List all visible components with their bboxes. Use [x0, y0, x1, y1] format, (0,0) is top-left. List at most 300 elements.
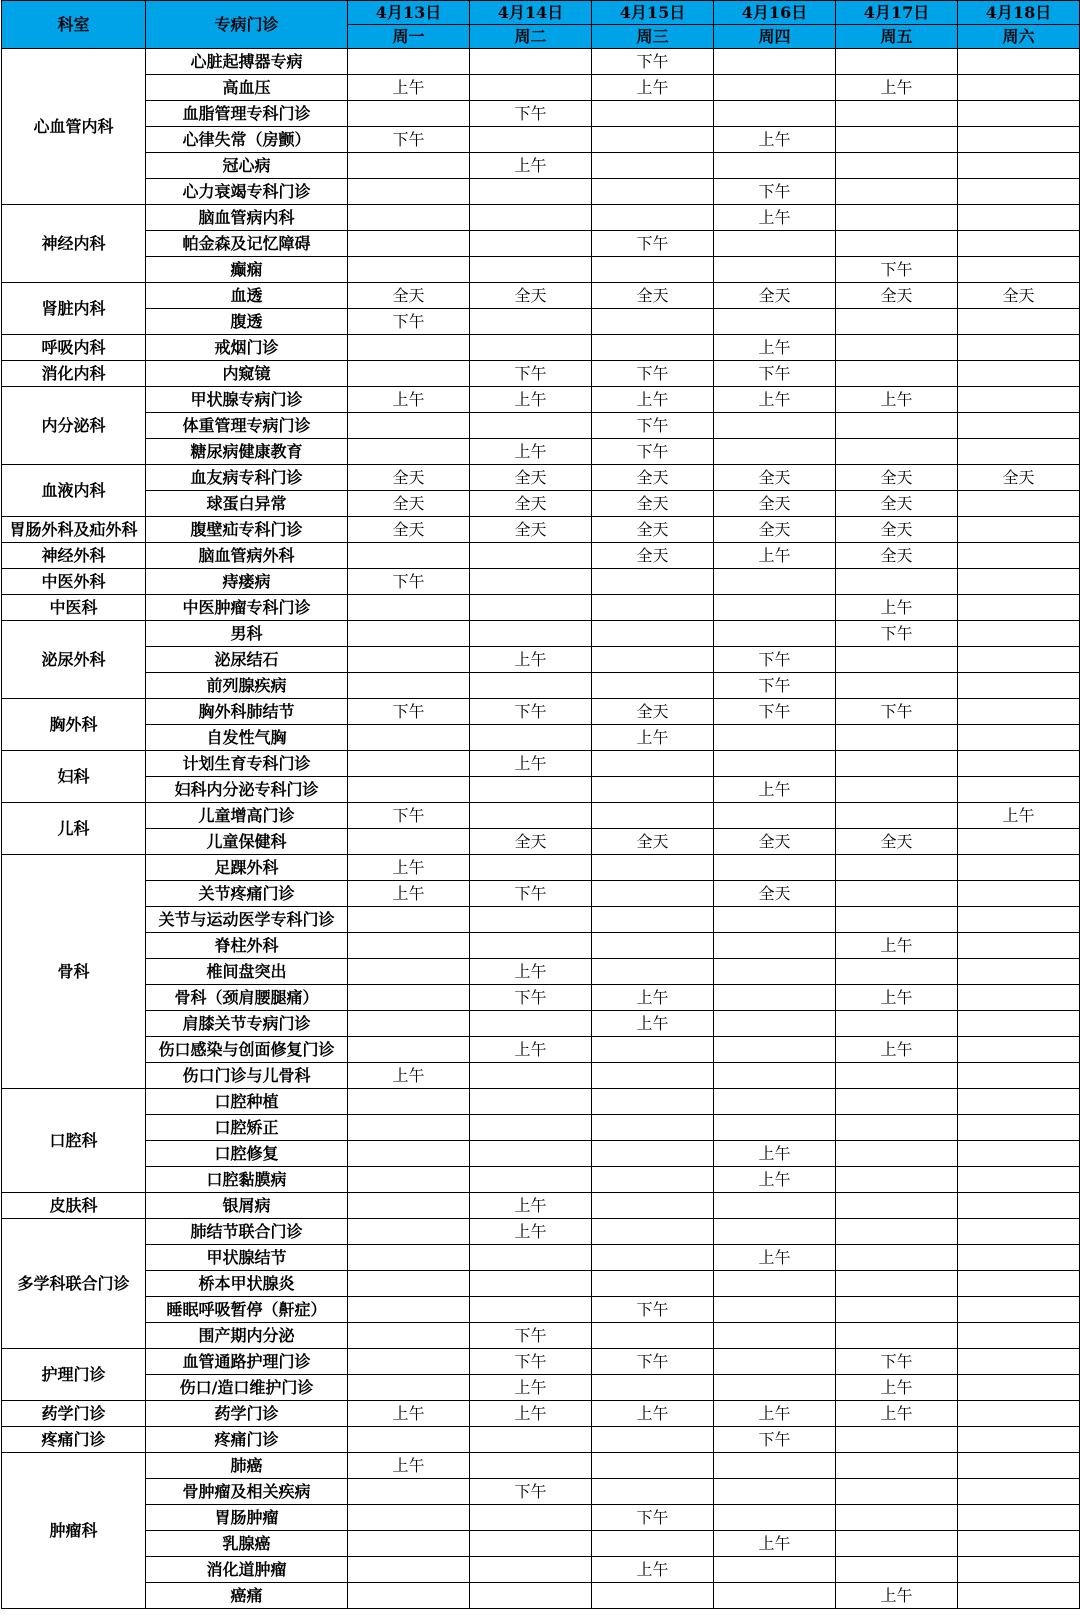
schedule-slot — [836, 1505, 958, 1531]
schedule-slot — [348, 647, 470, 673]
schedule-slot — [958, 1583, 1080, 1609]
schedule-slot — [958, 621, 1080, 647]
schedule-slot — [348, 1141, 470, 1167]
schedule-slot — [592, 1479, 714, 1505]
specialty-cell: 脑血管病外科 — [146, 543, 348, 569]
schedule-slot: 下午 — [348, 127, 470, 153]
schedule-slot: 上午 — [592, 75, 714, 101]
specialty-cell: 血管通路护理门诊 — [146, 1349, 348, 1375]
schedule-slot — [836, 855, 958, 881]
schedule-slot — [836, 751, 958, 777]
schedule-slot: 全天 — [714, 491, 836, 517]
schedule-slot: 下午 — [348, 699, 470, 725]
schedule-slot — [836, 647, 958, 673]
schedule-slot — [836, 127, 958, 153]
schedule-slot — [958, 647, 1080, 673]
specialty-cell: 戒烟门诊 — [146, 335, 348, 361]
header-date: 4月18日 — [958, 1, 1080, 25]
schedule-slot — [592, 1583, 714, 1609]
schedule-slot — [592, 257, 714, 283]
table-body — [2, 49, 1080, 1609]
schedule-slot: 全天 — [836, 491, 958, 517]
specialty-cell: 甲状腺专病门诊 — [146, 387, 348, 413]
schedule-slot — [470, 127, 592, 153]
schedule-slot: 上午 — [592, 985, 714, 1011]
schedule-slot — [592, 127, 714, 153]
schedule-slot — [836, 439, 958, 465]
schedule-slot: 全天 — [348, 465, 470, 491]
schedule-slot — [836, 569, 958, 595]
schedule-slot — [714, 621, 836, 647]
schedule-slot — [470, 1141, 592, 1167]
schedule-slot — [470, 1557, 592, 1583]
schedule-slot: 上午 — [470, 153, 592, 179]
schedule-slot — [592, 1167, 714, 1193]
table-row — [2, 699, 1080, 725]
schedule-slot: 全天 — [836, 517, 958, 543]
table-row — [2, 673, 1080, 699]
schedule-slot — [836, 803, 958, 829]
schedule-slot — [348, 673, 470, 699]
schedule-slot — [348, 1167, 470, 1193]
dept-cell: 儿科 — [2, 803, 146, 855]
schedule-slot — [348, 49, 470, 75]
schedule-slot: 上午 — [470, 387, 592, 413]
schedule-slot: 下午 — [714, 673, 836, 699]
schedule-slot: 下午 — [714, 699, 836, 725]
schedule-slot — [592, 595, 714, 621]
schedule-slot: 下午 — [836, 621, 958, 647]
dept-cell: 内分泌科 — [2, 387, 146, 465]
schedule-slot — [958, 881, 1080, 907]
specialty-cell: 痔瘘病 — [146, 569, 348, 595]
schedule-slot: 上午 — [714, 127, 836, 153]
schedule-slot: 下午 — [470, 881, 592, 907]
schedule-slot — [714, 855, 836, 881]
schedule-slot: 全天 — [714, 829, 836, 855]
specialty-cell: 脊柱外科 — [146, 933, 348, 959]
schedule-slot: 全天 — [470, 517, 592, 543]
schedule-slot: 上午 — [836, 75, 958, 101]
schedule-slot — [348, 829, 470, 855]
schedule-slot — [348, 1245, 470, 1271]
dept-cell: 心血管内科 — [2, 49, 146, 205]
dept-cell: 肿瘤科 — [2, 1453, 146, 1609]
schedule-slot — [714, 101, 836, 127]
table-row — [2, 855, 1080, 881]
schedule-slot — [836, 1141, 958, 1167]
schedule-slot — [836, 1089, 958, 1115]
schedule-slot — [836, 49, 958, 75]
specialty-cell: 腹透 — [146, 309, 348, 335]
schedule-slot — [836, 413, 958, 439]
specialty-cell: 心力衰竭专科门诊 — [146, 179, 348, 205]
schedule-slot: 上午 — [836, 1401, 958, 1427]
schedule-slot — [470, 595, 592, 621]
schedule-slot — [470, 231, 592, 257]
schedule-slot — [836, 907, 958, 933]
schedule-slot — [592, 569, 714, 595]
schedule-slot — [958, 205, 1080, 231]
schedule-slot — [592, 751, 714, 777]
table-row — [2, 829, 1080, 855]
schedule-slot — [470, 49, 592, 75]
schedule-slot — [348, 907, 470, 933]
schedule-slot: 上午 — [592, 1401, 714, 1427]
table-row — [2, 1479, 1080, 1505]
schedule-slot — [714, 413, 836, 439]
header-row-dates — [2, 1, 1080, 25]
schedule-slot — [470, 1089, 592, 1115]
specialty-cell: 血透 — [146, 283, 348, 309]
schedule-slot — [348, 1505, 470, 1531]
specialty-cell: 疼痛门诊 — [146, 1427, 348, 1453]
schedule-slot: 下午 — [348, 309, 470, 335]
specialty-cell: 体重管理专病门诊 — [146, 413, 348, 439]
schedule-slot — [836, 959, 958, 985]
specialty-cell: 球蛋白异常 — [146, 491, 348, 517]
table-row — [2, 101, 1080, 127]
schedule-slot — [592, 153, 714, 179]
schedule-slot — [470, 1245, 592, 1271]
schedule-slot: 上午 — [714, 1141, 836, 1167]
schedule-slot — [958, 1245, 1080, 1271]
header-date: 4月15日 — [592, 1, 714, 25]
schedule-slot — [958, 673, 1080, 699]
table-row — [2, 1141, 1080, 1167]
schedule-slot — [714, 309, 836, 335]
header-weekday: 周二 — [470, 25, 592, 49]
schedule-slot: 下午 — [714, 647, 836, 673]
specialty-cell: 药学门诊 — [146, 1401, 348, 1427]
schedule-slot — [470, 673, 592, 699]
dept-cell: 神经外科 — [2, 543, 146, 569]
schedule-slot: 全天 — [470, 491, 592, 517]
schedule-slot — [348, 595, 470, 621]
schedule-slot — [836, 1531, 958, 1557]
schedule-slot — [836, 1323, 958, 1349]
table-row — [2, 179, 1080, 205]
table-row — [2, 205, 1080, 231]
table-row — [2, 335, 1080, 361]
schedule-slot — [958, 413, 1080, 439]
dept-cell: 胃肠外科及疝外科 — [2, 517, 146, 543]
schedule-slot — [836, 309, 958, 335]
schedule-slot: 下午 — [714, 179, 836, 205]
schedule-slot: 上午 — [836, 595, 958, 621]
schedule-slot: 上午 — [470, 959, 592, 985]
specialty-cell: 肺癌 — [146, 1453, 348, 1479]
table-row — [2, 1219, 1080, 1245]
table-row — [2, 1557, 1080, 1583]
schedule-slot: 上午 — [714, 543, 836, 569]
schedule-slot: 下午 — [836, 257, 958, 283]
schedule-slot — [958, 439, 1080, 465]
schedule-slot — [592, 205, 714, 231]
schedule-slot — [958, 101, 1080, 127]
schedule-slot: 上午 — [836, 1583, 958, 1609]
schedule-slot — [592, 1375, 714, 1401]
table-row — [2, 1063, 1080, 1089]
table-row — [2, 491, 1080, 517]
table-row — [2, 1401, 1080, 1427]
schedule-slot — [592, 1037, 714, 1063]
schedule-slot: 全天 — [714, 283, 836, 309]
table-row — [2, 283, 1080, 309]
specialty-cell: 妇科内分泌专科门诊 — [146, 777, 348, 803]
schedule-slot — [836, 179, 958, 205]
schedule-slot — [348, 1089, 470, 1115]
schedule-slot — [348, 257, 470, 283]
schedule-slot: 全天 — [592, 491, 714, 517]
schedule-slot — [958, 335, 1080, 361]
table-row — [2, 1037, 1080, 1063]
schedule-slot: 上午 — [348, 387, 470, 413]
schedule-slot — [714, 75, 836, 101]
schedule-slot — [592, 907, 714, 933]
schedule-slot — [836, 881, 958, 907]
table-row — [2, 985, 1080, 1011]
header-date: 4月13日 — [348, 1, 470, 25]
schedule-slot — [958, 543, 1080, 569]
schedule-slot — [348, 1531, 470, 1557]
schedule-slot — [348, 985, 470, 1011]
table-row — [2, 1193, 1080, 1219]
schedule-slot — [714, 595, 836, 621]
schedule-slot — [958, 777, 1080, 803]
schedule-slot — [470, 257, 592, 283]
schedule-slot — [958, 491, 1080, 517]
dept-cell: 肾脏内科 — [2, 283, 146, 335]
schedule-slot: 下午 — [592, 1297, 714, 1323]
schedule-slot — [836, 1063, 958, 1089]
schedule-slot — [958, 1349, 1080, 1375]
schedule-slot: 全天 — [348, 491, 470, 517]
table-row — [2, 49, 1080, 75]
schedule-slot — [958, 127, 1080, 153]
specialty-cell: 伤口/造口维护门诊 — [146, 1375, 348, 1401]
schedule-slot — [348, 1271, 470, 1297]
specialty-cell: 骨肿瘤及相关疾病 — [146, 1479, 348, 1505]
schedule-slot — [348, 1323, 470, 1349]
schedule-slot — [836, 1115, 958, 1141]
schedule-slot: 上午 — [348, 881, 470, 907]
schedule-slot: 下午 — [592, 439, 714, 465]
specialty-cell: 内窥镜 — [146, 361, 348, 387]
schedule-slot: 下午 — [470, 1349, 592, 1375]
schedule-slot — [714, 959, 836, 985]
table-row — [2, 647, 1080, 673]
dept-cell: 骨科 — [2, 855, 146, 1089]
table-row — [2, 907, 1080, 933]
schedule-slot — [470, 309, 592, 335]
schedule-slot — [714, 153, 836, 179]
table-row — [2, 309, 1080, 335]
schedule-slot — [958, 1505, 1080, 1531]
schedule-slot — [958, 725, 1080, 751]
specialty-cell: 银屑病 — [146, 1193, 348, 1219]
schedule-slot — [714, 1297, 836, 1323]
dept-cell: 消化内科 — [2, 361, 146, 387]
schedule-slot — [592, 777, 714, 803]
schedule-slot — [592, 881, 714, 907]
specialty-cell: 口腔种植 — [146, 1089, 348, 1115]
schedule-slot — [958, 231, 1080, 257]
schedule-slot — [348, 1557, 470, 1583]
schedule-slot — [958, 1011, 1080, 1037]
table-row — [2, 881, 1080, 907]
dept-cell: 泌尿外科 — [2, 621, 146, 699]
schedule-slot: 上午 — [470, 1193, 592, 1219]
schedule-slot — [592, 335, 714, 361]
schedule-slot — [714, 1011, 836, 1037]
schedule-slot — [470, 621, 592, 647]
table-row — [2, 1349, 1080, 1375]
schedule-slot — [714, 1375, 836, 1401]
dept-cell: 药学门诊 — [2, 1401, 146, 1427]
schedule-slot — [592, 933, 714, 959]
schedule-slot — [958, 829, 1080, 855]
schedule-slot — [836, 231, 958, 257]
schedule-slot: 下午 — [470, 985, 592, 1011]
schedule-slot — [714, 1453, 836, 1479]
schedule-slot: 上午 — [592, 1011, 714, 1037]
schedule-slot — [592, 855, 714, 881]
specialty-cell: 桥本甲状腺炎 — [146, 1271, 348, 1297]
specialty-cell: 口腔修复 — [146, 1141, 348, 1167]
clinic-schedule-table — [1, 0, 1080, 1609]
schedule-slot — [348, 361, 470, 387]
schedule-slot — [958, 1141, 1080, 1167]
schedule-slot — [348, 439, 470, 465]
schedule-slot — [714, 1583, 836, 1609]
table-row — [2, 439, 1080, 465]
schedule-slot — [958, 75, 1080, 101]
schedule-slot: 上午 — [470, 1219, 592, 1245]
schedule-slot — [836, 335, 958, 361]
schedule-slot: 上午 — [714, 205, 836, 231]
specialty-cell: 高血压 — [146, 75, 348, 101]
schedule-slot: 下午 — [592, 49, 714, 75]
table-row — [2, 777, 1080, 803]
schedule-slot — [592, 959, 714, 985]
schedule-slot: 下午 — [714, 1427, 836, 1453]
schedule-slot — [836, 1557, 958, 1583]
schedule-slot — [470, 1297, 592, 1323]
header-weekday: 周一 — [348, 25, 470, 49]
header-weekday: 周三 — [592, 25, 714, 49]
table-row — [2, 361, 1080, 387]
table-row — [2, 1167, 1080, 1193]
schedule-slot: 下午 — [836, 1349, 958, 1375]
schedule-slot — [958, 361, 1080, 387]
table-row — [2, 569, 1080, 595]
schedule-slot — [714, 1323, 836, 1349]
schedule-slot: 上午 — [470, 647, 592, 673]
schedule-slot — [714, 257, 836, 283]
schedule-slot — [958, 49, 1080, 75]
schedule-slot — [714, 1089, 836, 1115]
schedule-slot: 全天 — [348, 517, 470, 543]
schedule-slot — [348, 1011, 470, 1037]
schedule-slot — [348, 1219, 470, 1245]
specialty-cell: 中医肿瘤专科门诊 — [146, 595, 348, 621]
table-row — [2, 725, 1080, 751]
schedule-slot: 全天 — [592, 517, 714, 543]
schedule-slot — [348, 725, 470, 751]
schedule-slot — [714, 1219, 836, 1245]
specialty-cell: 消化道肿瘤 — [146, 1557, 348, 1583]
schedule-slot — [592, 1323, 714, 1349]
schedule-slot — [958, 309, 1080, 335]
schedule-slot — [348, 1427, 470, 1453]
schedule-slot: 上午 — [714, 1531, 836, 1557]
table-row — [2, 127, 1080, 153]
schedule-slot: 上午 — [714, 1401, 836, 1427]
schedule-slot — [958, 751, 1080, 777]
table-row — [2, 933, 1080, 959]
schedule-slot — [958, 257, 1080, 283]
schedule-slot — [958, 855, 1080, 881]
specialty-cell: 前列腺疾病 — [146, 673, 348, 699]
schedule-slot: 上午 — [836, 933, 958, 959]
schedule-slot: 全天 — [958, 465, 1080, 491]
schedule-slot — [348, 413, 470, 439]
header-specialty: 专病门诊 — [146, 1, 348, 49]
schedule-slot: 上午 — [348, 855, 470, 881]
schedule-slot: 全天 — [714, 881, 836, 907]
schedule-slot — [958, 1453, 1080, 1479]
schedule-slot — [470, 1453, 592, 1479]
schedule-slot: 下午 — [592, 1505, 714, 1531]
schedule-slot — [958, 1427, 1080, 1453]
schedule-slot — [714, 49, 836, 75]
schedule-slot: 全天 — [592, 543, 714, 569]
table-row — [2, 751, 1080, 777]
schedule-slot: 上午 — [470, 751, 592, 777]
schedule-slot: 上午 — [470, 1401, 592, 1427]
schedule-slot: 全天 — [470, 465, 592, 491]
specialty-cell: 糖尿病健康教育 — [146, 439, 348, 465]
specialty-cell: 骨科（颈肩腰腿痛） — [146, 985, 348, 1011]
schedule-slot — [470, 335, 592, 361]
specialty-cell: 围产期内分泌 — [146, 1323, 348, 1349]
schedule-slot: 下午 — [348, 569, 470, 595]
specialty-cell: 帕金森及记忆障碍 — [146, 231, 348, 257]
schedule-slot: 下午 — [470, 361, 592, 387]
table-row — [2, 413, 1080, 439]
schedule-slot — [348, 179, 470, 205]
table-row — [2, 1531, 1080, 1557]
specialty-cell: 伤口门诊与儿骨科 — [146, 1063, 348, 1089]
schedule-slot — [836, 1219, 958, 1245]
schedule-slot — [714, 725, 836, 751]
table-row — [2, 1453, 1080, 1479]
specialty-cell: 胃肠肿瘤 — [146, 1505, 348, 1531]
schedule-slot — [836, 1427, 958, 1453]
schedule-slot: 上午 — [592, 387, 714, 413]
schedule-slot — [592, 1427, 714, 1453]
schedule-slot: 全天 — [592, 699, 714, 725]
schedule-slot — [470, 1505, 592, 1531]
schedule-slot — [958, 1401, 1080, 1427]
table-row — [2, 153, 1080, 179]
table-row — [2, 1089, 1080, 1115]
specialty-cell: 口腔矫正 — [146, 1115, 348, 1141]
schedule-slot — [470, 1115, 592, 1141]
schedule-slot — [470, 1011, 592, 1037]
schedule-slot — [348, 231, 470, 257]
